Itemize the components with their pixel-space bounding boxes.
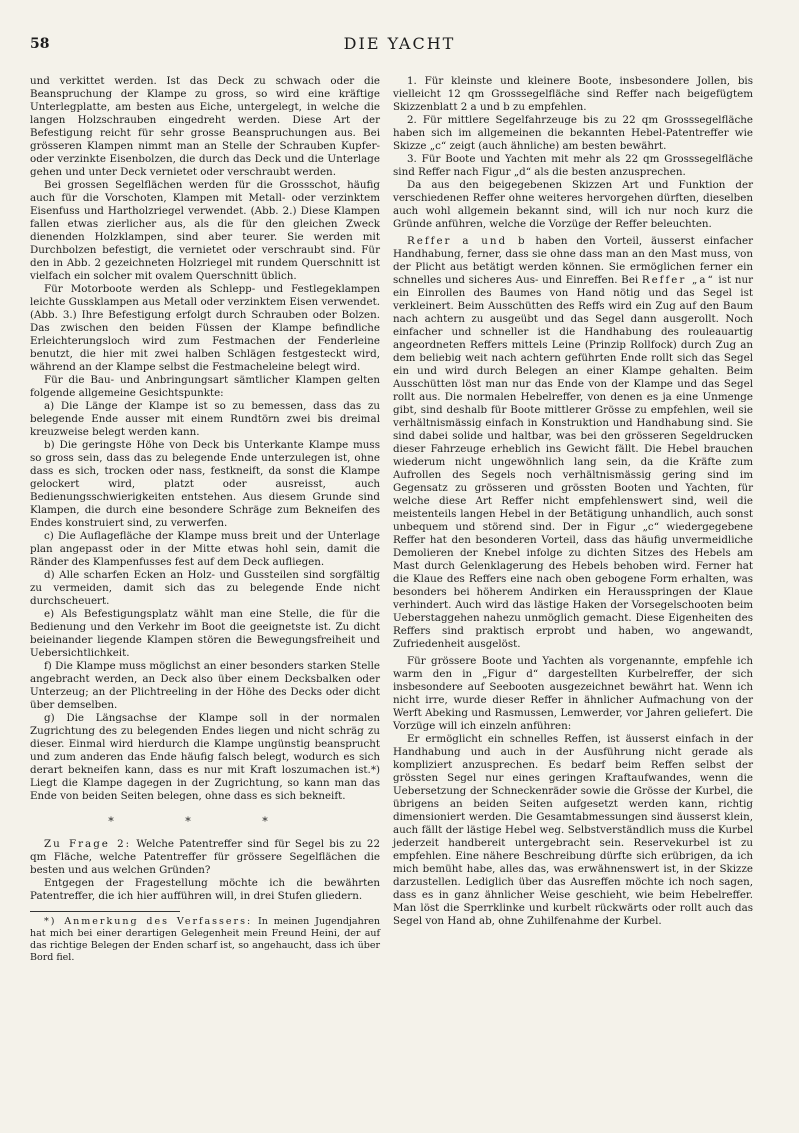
paragraph-text: haben den Vorteil, äusserst einfacher Handhabung, ferner, dass sie ohne dass man an den Mast muss, von der Plicht aus betätigt werden können. Sie ermöglichen ferner ein schnelles und sicheres Aus- und Einreffen. Bei — [393, 235, 754, 286]
list-item: c) Die Auflagefläche der Klampe muss breit und der Unterlage plan angepasst oder in der Mitte etwas hohl sein, damit die Ränder des Klampenfusses fest auf dem Deck aufliegen. — [30, 530, 380, 568]
question-label: Zu Frage 2: — [44, 838, 132, 850]
paragraph: Für grössere Boote und Yachten als vorgenannte, empfehle ich warm den in „Figur d“ dargestellten Kurbelreffer, der sich insbesondere auf Seebooten ausgezeichnet bewährt hat. Wenn ich nicht irre, wurde dieser Reffer in ähnlicher Aufmachung von der Werft Abeking und Rasmussen, Lemwerder, vor Jahren geliefert. Die Vorzüge will ich einzeln anführen: — [393, 655, 753, 732]
paragraph: und verkittet werden. Ist das Deck zu schwach oder die Beanspruchung der Klampe zu gross, so wird eine kräftige Unterlegplatte, am besten aus Eiche, untergelegt, in welche die langen Holzschrauben eingedreht werden. Diese Art der Befestigung reicht für sehr grosse Beanspruchungen aus. Bei grösseren Klampen nimmt man an Stelle der Schrauben Kupfer- oder verzinkte Eisenbolzen, die durch das Deck und die Unterlage gehen und unter Deck vernietet oder verschraubt werden. — [30, 75, 380, 178]
emphasis: Reffer a und b — [407, 235, 527, 247]
list-item: f) Die Klampe muss möglichst an einer besonders starken Stelle angebracht werden, an Deck also über einem Decksbalken oder Unterzeug; an der Plichtreeling in der Höhe des Decks oder dicht über demselben. — [30, 660, 380, 711]
paragraph: Für Motorboote werden als Schlepp- und Festlegeklampen leichte Gussklampen aus Metall oder verzinktem Eisen verwendet. (Abb. 3.) Ihre Befestigung erfolgt durch Schrauben oder Bolzen. Das zwischen den beiden Füssen der Klampe befindliche Erleichterungsloch wird zum Festmachen der Fenderleine benutzt, die hier mit zwei halben Schlägen festgesteckt wird, während an der Klampe selbst die Festmacheleine belegt wird. — [30, 283, 380, 373]
emphasis: Reffer „a“ — [641, 274, 715, 286]
paragraph: Da aus den beigegebenen Skizzen Art und Funktion der verschiedenen Reffer ohne weiteres hervorgehen dürften, dieselben auch wohl allgemein bekannt sind, will ich nur noch kurz die Gründe anführen, welche die Vorzüge der Reffer beleuchten. — [393, 179, 753, 230]
footnote — [30, 916, 380, 964]
paragraph: Entgegen der Fragestellung möchte ich die bewährten Patentreffer, die ich hier aufführen will, in drei Stufen gliedern. — [30, 877, 380, 902]
paragraph: Für die Bau- und Anbringungsart sämtlicher Klampen gelten folgende allgemeine Gesichtspunkte: — [30, 374, 380, 399]
list-item: b) Die geringste Höhe von Deck bis Unterkante Klampe muss so gross sein, dass das zu belegende Ende unterzulegen ist, ohne dass es sich, trocken oder nass, festkneift, da sonst die Klampe gelockert wird, platzt oder ausreisst, auch Bedienungsschwierigkeiten entstehen. Aus diesem Grunde sind Klampen, die durch eine besondere Schräge zum Bekneifen des Endes konstruiert sind, zu verwerfen. — [30, 439, 380, 529]
question-paragraph — [30, 838, 380, 877]
paragraph: Er ermöglicht ein schnelles Reffen, ist äusserst einfach in der Handhabung und auch in der Ausführung nicht gerade als kompliziert anzusprechen. Es bedarf beim Reffen selbst der grössten Segel nur eines geringen Kraftaufwandes, wenn die Uebersetzung der Schneckenräder sowie die Grösse der Kurbel, die übrigens an beiden Seiten aufgesetzt werden kann, richtig dimensioniert werden. Die Gesamtabmessungen sind äusserst klein, auch fällt der lästige Hebel weg. Selbstverständlich muss die Kurbel jederzeit handbereit untergebracht sein. Reservekurbel ist zu empfehlen. Eine nähere Beschreibung dürfte sich erübrigen, da ich mich bemüht habe, alles das, was erwähnenswert ist, in der Skizze darzustellen. Lediglich über das Ausreffen möchte ich noch sagen, dass es in ganz ähnlicher Weise geschieht, wie beim Hebelreffer. Man löst die Sperrklinke und kurbelt rückwärts oder rollt auch das Segel von Hand ab, ohne Zuhilfenahme der Kurbel. — [393, 733, 753, 927]
question-text: Welche Patentreffer sind für Segel bis zu 22 qm Fläche, welche Patentreffer für grössere Segelflächen die besten und aus welchen Gründen? — [30, 838, 380, 876]
running-title: DIE YACHT — [343, 34, 456, 53]
section-separator: * * * — [108, 815, 302, 828]
paragraph: Bei grossen Segelflächen werden für die Grossschot, häufig auch für die Vorschoten, Klampen mit Metall- oder verzinktem Eisenfuss und Hartholzriegel verwendet. (Abb. 2.) Diese Klampen fallen etwas zierlicher aus, als die für den gleichen Zweck dienenden Holzklampen, sind aber teurer. Sie werden mit Durchbolzen befestigt, die vernietet oder verschraubt sind. Für den in Abb. 2 gezeichneten Holzriegel mit rundem Querschnitt ist vielfach ein solcher mit ovalem Querschnitt üblich. — [30, 179, 380, 282]
list-item: e) Als Befestigungsplatz wählt man eine Stelle, die für die Bedienung und den Verkehr im Boot die geeignetste ist. Zu dicht beieinander liegende Klampen stören die Bewegungsfreiheit und Uebersichtlichkeit. — [30, 608, 380, 659]
list-item: 3. Für Boote und Yachten mit mehr als 22 qm Grosssegelfläche sind Reffer nach Figur „d“ als die besten anzusprechen. — [393, 153, 753, 178]
footnote-text: In meinen Jugendjahren hat mich bei einer derartigen Gelegenheit mein Freund Heini, der auf das richtige Belegen der Enden scharf ist, so angehaucht, dass ich über Bord fiel. — [30, 916, 380, 963]
footnote-divider — [30, 911, 180, 912]
list-item: 1. Für kleinste und kleinere Boote, insbesondere Jollen, bis vielleicht 12 qm Grosssegelfläche sind Reffer nach beigefügtem Skizzenblatt 2 a und b zu empfehlen. — [393, 75, 753, 113]
paragraph — [393, 235, 753, 651]
footnote-label: *) Anmerkung des Verfassers: — [44, 916, 253, 927]
left-column — [30, 75, 380, 964]
paragraph-text: ist nur ein Einrollen des Baumes von Hand nötig und das Segel ist verkleinert. Beim Ausschütten des Reffs wird ein Zug auf den Baum nach achtern zu ausgeübt und das Segel dann ausgerollt. Noch einfacher und schneller ist die Handhabung des rouleauartig angeordneten Reffers mittels Leine (Prinzip Rollfock) durch Zug an dem beliebig weit nach achtern geführten Ende rollt sich das Segel ein und wird durch Belegen an einer Klampe gehalten. Beim Ausschütten löst man nur das Ende von der Klampe und das Segel rollt aus. Die normalen Hebelreffer, von denen es ja eine Unmenge gibt, sind deshalb für Boote mittlerer Grösse zu empfehlen, weil sie verhältnismässig einfach in Konstruktion und Handhabung sind. Sie sind dabei solide und haltbar, was bei den grösseren Segeldrucken dieser Fahrzeuge erheblich ins Gewicht fällt. Die Hebel brauchen wiederum nicht ungewöhnlich lang sein, da die Kräfte zum Aufrollen des Segels noch verhältnismässig gering sind im Gegensatz zu grösseren und grössten Booten und Yachten, für welche diese Art Reffer nicht empfehlenswert sind, weil die meistenteils langen Hebel in der Betätigung unhandlich, auch sonst unbequem und störend sind. Der in Figur „c“ wiedergegebene Reffer hat den besonderen Vorteil, dass das häufig unvermeidliche Demolieren der Knebel infolge zu dichten Sitzes des Hebels am Mast durch Gelenklagerung des Hebels behoben wird. Ferner hat die Klaue des Reffers eine nach oben gebogene Form erhalten, was besonders bei höherem Andirken ein Herausspringen der Klaue verhindert. Auch wird das lästige Haken der Vorsegelschooten beim Ueberstaggehen nahezu unmöglich gemacht. Diese Eigenheiten des Reffers sind praktisch erprobt und haben, wo angewandt, Zufriedenheit ausgelöst. — [393, 274, 754, 650]
list-item: d) Alle scharfen Ecken an Holz- und Gussteilen sind sorgfältig zu vermeiden, damit sich das zu belegende Ende nicht durchscheuert. — [30, 569, 380, 607]
list-item: g) Die Längsachse der Klampe soll in der normalen Zugrichtung des zu belegenden Endes liegen und nicht schräg zu dieser. Einmal wird hierdurch die Klampe ungünstig beansprucht und zum anderen das Ende häufig falsch belegt, wodurch es sich derart bekneifen kann, dass es nur mit Kraft loszumachen ist.*) Liegt die Klampe dagegen in der Zugrichtung, so kann man das Ende von beiden Seiten belegen, ohne dass es sich bekneift. — [30, 712, 380, 802]
list-item: 2. Für mittlere Segelfahrzeuge bis zu 22 qm Grosssegelfläche haben sich im allgemeinen die bekannten Hebel-Patentreffer wie Skizze „c“ zeigt (auch ähnliche) am besten bewährt. — [393, 114, 753, 152]
right-column — [393, 75, 753, 928]
list-item: a) Die Länge der Klampe ist so zu bemessen, dass das zu belegende Ende ausser mit einem Rundtörn zwei bis dreimal kreuzweise belegt werden kann. — [30, 400, 380, 438]
page-number: 58 — [30, 36, 50, 52]
